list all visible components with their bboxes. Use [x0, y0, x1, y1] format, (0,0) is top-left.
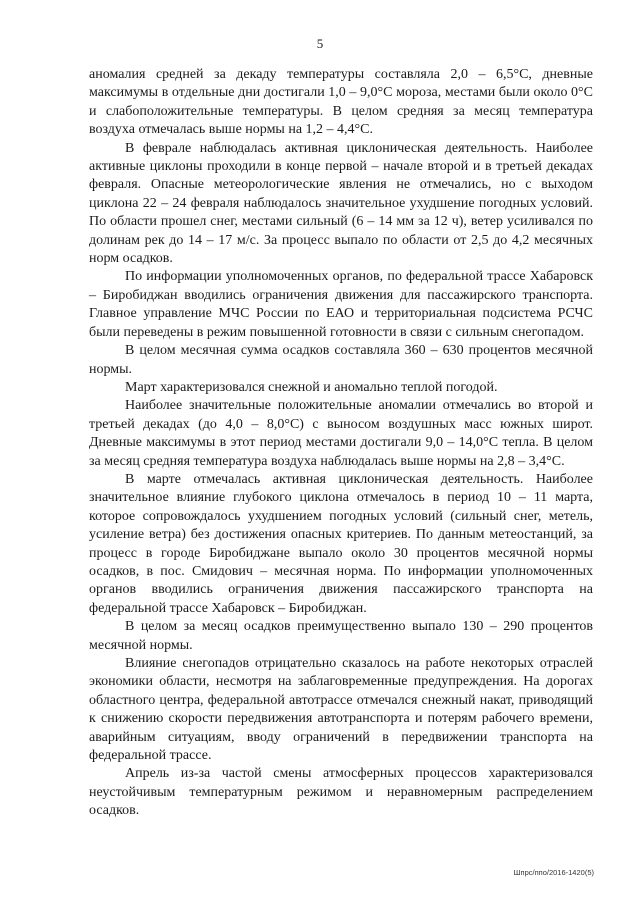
- page-number: 5: [316, 36, 324, 51]
- paragraph: По информации уполномоченных органов, по федеральной трассе Хабаровск – Биробиджан вводились ограничения движения для пассажирского транспорта. Главное управление МЧС России по ЕАО и территориальная подсистема РСЧС были переведены в режим повышенной готовности в связи с сильным снегопадом.: [89, 269, 593, 340]
- paragraph: аномалия средней за декаду температуры составляла 2,0 – 6,5°С, дневные максимумы в отдельные дни достигали 1,0 – 9,0°С мороза, местами были около 0°С и слабоположительные температуры. В целом средняя за месяц температура воздуха отмечалась выше нормы на 1,2 – 4,4°С.: [89, 67, 593, 138]
- paragraph: Влияние снегопадов отрицательно сказалось на работе некоторых отраслей экономики области, несмотря на заблаговременные предупреждения. На дорогах областного центра, федеральной автотрассе отмечался снежный накат, приводящий к снижению скорости передвижения автотранспорта и потерям рабочего времени, аварийным ситуациям, вводу ограничений в передвижении транспорта на федеральной трассе.: [89, 656, 593, 764]
- paragraph: В целом месячная сумма осадков составляла 360 – 630 процентов месячной нормы.: [89, 343, 593, 377]
- paragraph: Апрель из-за частой смены атмосферных процессов характеризовался неустойчивым температурным режимом и неравномерным распределением осадков.: [89, 766, 593, 819]
- document-body: [89, 66, 593, 821]
- paragraph: В марте отмечалась активная циклоническая деятельность. Наиболее значительное влияние глубокого циклона отмечалось в период 10 – 11 марта, которое сопровождалось ухудшением погодных условий (сильный снег, метель, усиление ветра) без достижения опасных критериев. По данным метеостанций, за процесс в городе Биробиджане выпало около 30 процентов месячной нормы осадков, в пос. Смидович – месячная норма. По информации уполномоченных органов вводились ограничения движения пассажирского транспорта на федеральной трассе Хабаровск – Биробиджан.: [89, 471, 593, 616]
- paragraph: В целом за месяц осадков преимущественно выпало 130 – 290 процентов месячной нормы.: [89, 619, 593, 653]
- paragraph: Март характеризовался снежной и аномально теплой погодой.: [125, 379, 498, 395]
- paragraph: Наиболее значительные положительные аномалии отмечались во второй и третьей декадах (до 4,0 – 8,0°С) с выносом воздушных масс южных широт. Дневные максимумы в этот период местами достигали 9,0 – 14,0°С тепла. В целом за месяц средняя температура воздуха наблюдалась выше нормы на 2,8 – 3,4°С.: [89, 398, 593, 469]
- paragraph: В феврале наблюдалась активная циклоническая деятельность. Наиболее активные циклоны проходили в конце первой – начале второй и в третьей декадах февраля. Опасные метеорологические явления не отмечались, но с выходом циклона 22 – 24 февраля наблюдалось значительное ухудшение погодных условий. По области прошел снег, местами сильный (6 – 14 мм за 12 ч), ветер усиливался по долинам рек до 14 – 17 м/с. За процесс выпало по области от 2,5 до 4,2 месячных норм осадков.: [89, 140, 593, 267]
- document-footer-code: Шпрс/ппо/2016-1420(5): [513, 868, 594, 877]
